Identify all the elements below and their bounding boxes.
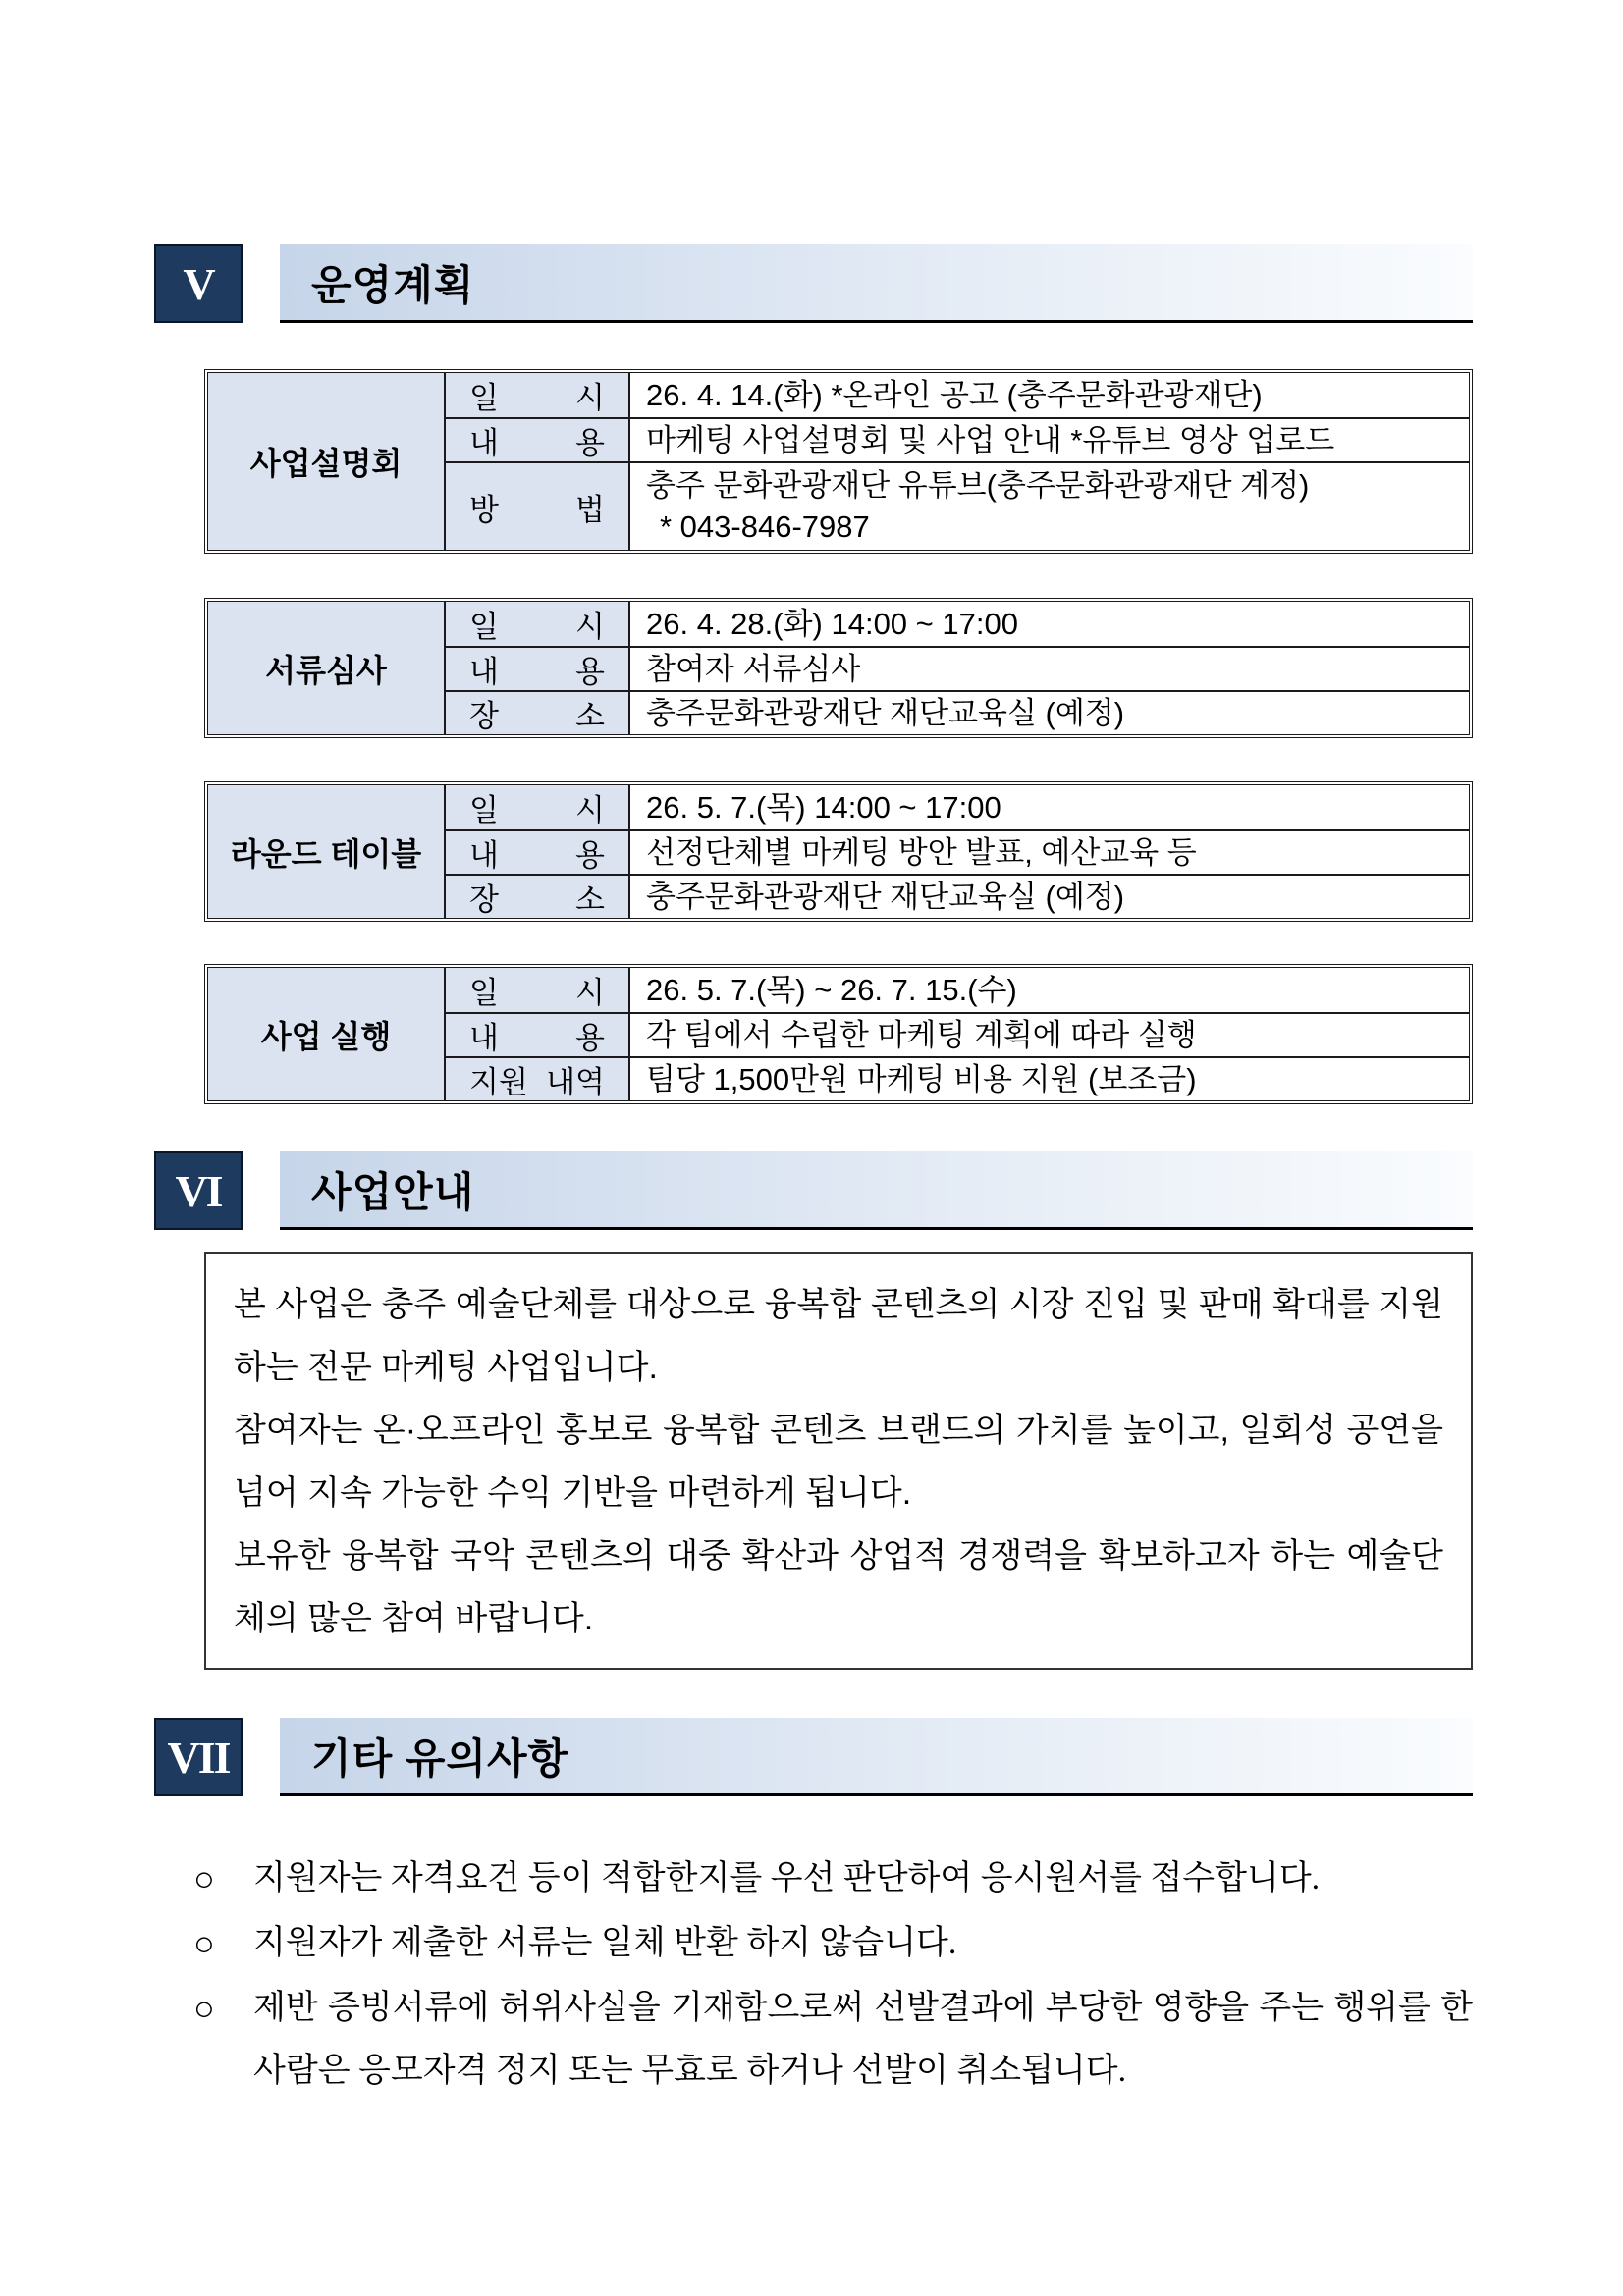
table-label-cell — [446, 417, 630, 461]
table-value: 충주문화관광재단 재단교육실 (예정) — [646, 695, 1125, 730]
list-item — [193, 1912, 1473, 1975]
table-value-cell — [630, 785, 1469, 829]
table-value-cell — [630, 1012, 1469, 1056]
schedule-table-round-table — [204, 781, 1473, 922]
guide-paragraph: 참여자는 온·오프라인 홍보로 융복합 콘텐츠 브랜드의 가치를 높이고, 일회성 공연을 넘어 지속 가능한 수익 기반을 마련하게 됩니다. — [234, 1412, 1443, 1512]
table-value: 충주문화관광재단 재단교육실 (예정) — [646, 879, 1125, 914]
table-value: 팀당 1,500만원 마케팅 비용 지원 (보조금) — [646, 1061, 1197, 1096]
section-numeral-badge — [154, 1718, 243, 1796]
table-label-cell — [446, 373, 630, 417]
table-value-cell — [630, 968, 1469, 1012]
table-label-cell — [446, 602, 630, 646]
table-label-cell — [446, 461, 630, 550]
table-row-header: 서류심사 — [208, 602, 446, 734]
business-guide-box — [204, 1252, 1473, 1670]
table-value: 26. 5. 7.(목) 14:00 ~ 17:00 — [646, 789, 1001, 825]
table-label: 내 용 — [469, 838, 605, 873]
guide-paragraph: 본 사업은 충주 예술단체를 대상으로 융복합 콘텐츠의 시장 진입 및 판매 확대를 지원하는 전문 마케팅 사업입니다. — [234, 1286, 1443, 1386]
table-value-phone: * 043-846-7987 — [660, 509, 870, 544]
table-value: 26. 4. 28.(화) 14:00 ~ 17:00 — [646, 606, 1018, 641]
table-label: 지원 내역 — [469, 1065, 605, 1099]
table-label-cell — [446, 1012, 630, 1056]
table-label-cell — [446, 690, 630, 734]
table-label: 내 용 — [469, 426, 605, 460]
circle-bullet-icon: ○ — [193, 1859, 215, 1898]
circle-bullet-icon: ○ — [193, 1924, 215, 1963]
schedule-table-business-briefing — [204, 369, 1473, 554]
section-numeral: V — [183, 258, 214, 309]
section-title: 운영계획 — [311, 261, 475, 308]
other-notes-list — [193, 1847, 1473, 2103]
section-numeral: VI — [175, 1165, 222, 1216]
table-value: 26. 4. 14.(화) *온라인 공고 (충주문화관광재단) — [646, 377, 1263, 412]
table-value: 선정단체별 마케팅 방안 발표, 예산교육 등 — [646, 834, 1197, 870]
table-label-cell — [446, 646, 630, 690]
section-header-business-guide — [154, 1151, 1473, 1230]
circle-bullet-icon: ○ — [193, 1989, 215, 2028]
note-text: 지원자는 자격요건 등이 적합한지를 우선 판단하여 응시원서를 접수합니다. — [253, 1860, 1321, 1896]
section-title-bar — [280, 1718, 1473, 1796]
table-label: 장 소 — [469, 882, 605, 917]
table-value-cell — [630, 417, 1469, 461]
section-numeral-badge — [154, 244, 243, 323]
section-title: 사업안내 — [311, 1168, 475, 1215]
table-value-cell — [630, 373, 1469, 417]
table-value-cell — [630, 690, 1469, 734]
note-text: 제반 증빙서류에 허위사실을 기재함으로써 선발결과에 부당한 영향을 주는 행위를 한 사람은 응모자격 정지 또는 무효로 하거나 선발이 취소됩니다. — [253, 1990, 1473, 2089]
table-row-header: 사업설명회 — [208, 373, 446, 550]
table-row-header: 라운드 테이블 — [208, 785, 446, 918]
table-label: 일 시 — [469, 976, 605, 1010]
table-label: 장 소 — [469, 699, 605, 733]
section-title-bar — [280, 244, 1473, 323]
table-label-cell — [446, 785, 630, 829]
table-value-cell — [630, 602, 1469, 646]
table-label: 일 시 — [469, 381, 605, 415]
section-numeral: VII — [167, 1732, 230, 1783]
table-value-cell — [630, 874, 1469, 918]
table-label: 일 시 — [469, 610, 605, 644]
table-value: 참여자 서류심사 — [646, 651, 861, 686]
guide-paragraph: 보유한 융복합 국악 콘텐츠의 대중 확산과 상업적 경쟁력을 확보하고자 하는 예술단체의 많은 참여 바랍니다. — [234, 1537, 1443, 1637]
table-value: 충주 문화관광재단 유튜브(충주문화관광재단 계정) — [646, 468, 1310, 503]
table-value-cell — [630, 461, 1469, 550]
table-value-cell — [630, 1056, 1469, 1100]
table-label-cell — [446, 829, 630, 874]
table-value: 마케팅 사업설명회 및 사업 안내 *유튜브 영상 업로드 — [646, 422, 1335, 457]
table-value-cell — [630, 829, 1469, 874]
table-label: 방 법 — [469, 492, 605, 527]
section-title-bar — [280, 1151, 1473, 1230]
list-item — [193, 1847, 1473, 1910]
section-header-other-notes — [154, 1718, 1473, 1796]
table-label-cell — [446, 874, 630, 918]
table-value: 26. 5. 7.(목) ~ 26. 7. 15.(수) — [646, 972, 1017, 1007]
schedule-table-document-screening — [204, 598, 1473, 738]
note-text: 지원자가 제출한 서류는 일체 반환 하지 않습니다. — [253, 1925, 957, 1961]
section-title: 기타 유의사항 — [311, 1735, 569, 1782]
table-label-cell — [446, 968, 630, 1012]
schedule-table-project-execution — [204, 964, 1473, 1104]
table-label: 일 시 — [469, 793, 605, 828]
table-label: 내 용 — [469, 1021, 605, 1055]
table-label: 내 용 — [469, 655, 605, 689]
table-value-cell — [630, 646, 1469, 690]
section-header-operation-plan — [154, 244, 1473, 323]
table-label-cell — [446, 1056, 630, 1100]
table-value: 각 팀에서 수립한 마케팅 계획에 따라 실행 — [646, 1017, 1197, 1052]
list-item — [193, 1977, 1473, 2103]
table-row-header: 사업 실행 — [208, 968, 446, 1100]
section-numeral-badge — [154, 1151, 243, 1230]
